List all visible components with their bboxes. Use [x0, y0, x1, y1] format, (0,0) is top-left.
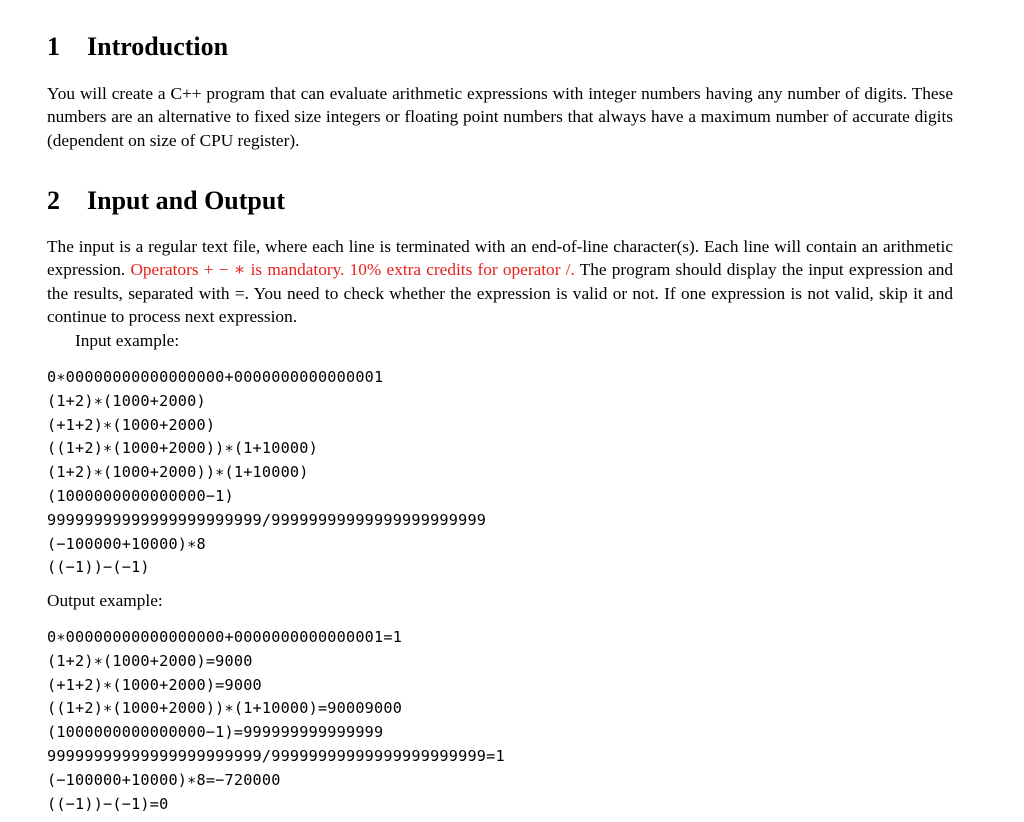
output-line: 99999999999999999999999/99999999999999999999999=1	[47, 746, 505, 765]
output-line: (1+2)∗(1000+2000)=9000	[47, 651, 253, 670]
introduction-paragraph: You will create a C++ program that can evaluate arithmetic expressions with integer numbers having any number of digits. These numbers are an alternative to fixed size integers or floating point numbers that always have a maximum number of accurate digits (dependent on size of CPU register).	[47, 84, 953, 150]
section-title: Input and Output	[87, 186, 285, 215]
section-number: 2	[47, 186, 60, 215]
input-line: 99999999999999999999999/99999999999999999999999	[47, 510, 487, 529]
input-line: 0∗00000000000000000+0000000000000001	[47, 368, 384, 386]
section-title: Introduction	[87, 32, 229, 61]
output-line: (1000000000000000−1)=999999999999999	[47, 723, 384, 742]
input-example-code-block	[47, 366, 486, 580]
output-line: (−100000+10000)∗8=−720000	[47, 770, 281, 789]
input-line: (−100000+10000)∗8	[47, 534, 206, 553]
operators-requirement-highlight: Operators + − ∗ is mandatory. 10% extra credits for operator /.	[130, 260, 575, 280]
input-line: (1+2)∗(1000+2000))∗(1+10000)	[47, 463, 309, 482]
output-line: (+1+2)∗(1000+2000)=9000	[47, 675, 262, 694]
input-example-label: Input example:	[75, 331, 180, 350]
paragraph-text: The input is a regular text file, where each line is terminated with an end-of-line character(s). Each line will contain an arithmetic expression.	[47, 237, 953, 280]
input-output-paragraph	[47, 235, 953, 328]
paragraph-text: The program should display the input expression and the results, separated with =. You need to check whether the expression is valid or not. If one expression is not valid, skip it and continue to process next expression.	[47, 260, 953, 326]
output-line: ((−1))−(−1)=0	[47, 794, 169, 813]
input-line: (1+2)∗(1000+2000)	[47, 391, 206, 410]
output-line: ((1+2)∗(1000+2000))∗(1+10000)=90009000	[47, 699, 403, 718]
output-example-label: Output example:	[47, 591, 163, 610]
input-line: (1000000000000000−1)	[47, 486, 234, 505]
output-line: 0∗00000000000000000+0000000000000001=1	[47, 628, 403, 646]
section-number: 1	[47, 32, 60, 61]
section-heading-introduction	[47, 32, 228, 62]
section-heading-input-output	[47, 186, 285, 216]
output-example-code-block	[47, 626, 505, 816]
input-line: ((1+2)∗(1000+2000))∗(1+10000)	[47, 439, 318, 458]
input-line: (+1+2)∗(1000+2000)	[47, 415, 216, 434]
input-line: ((−1))−(−1)	[47, 558, 150, 577]
